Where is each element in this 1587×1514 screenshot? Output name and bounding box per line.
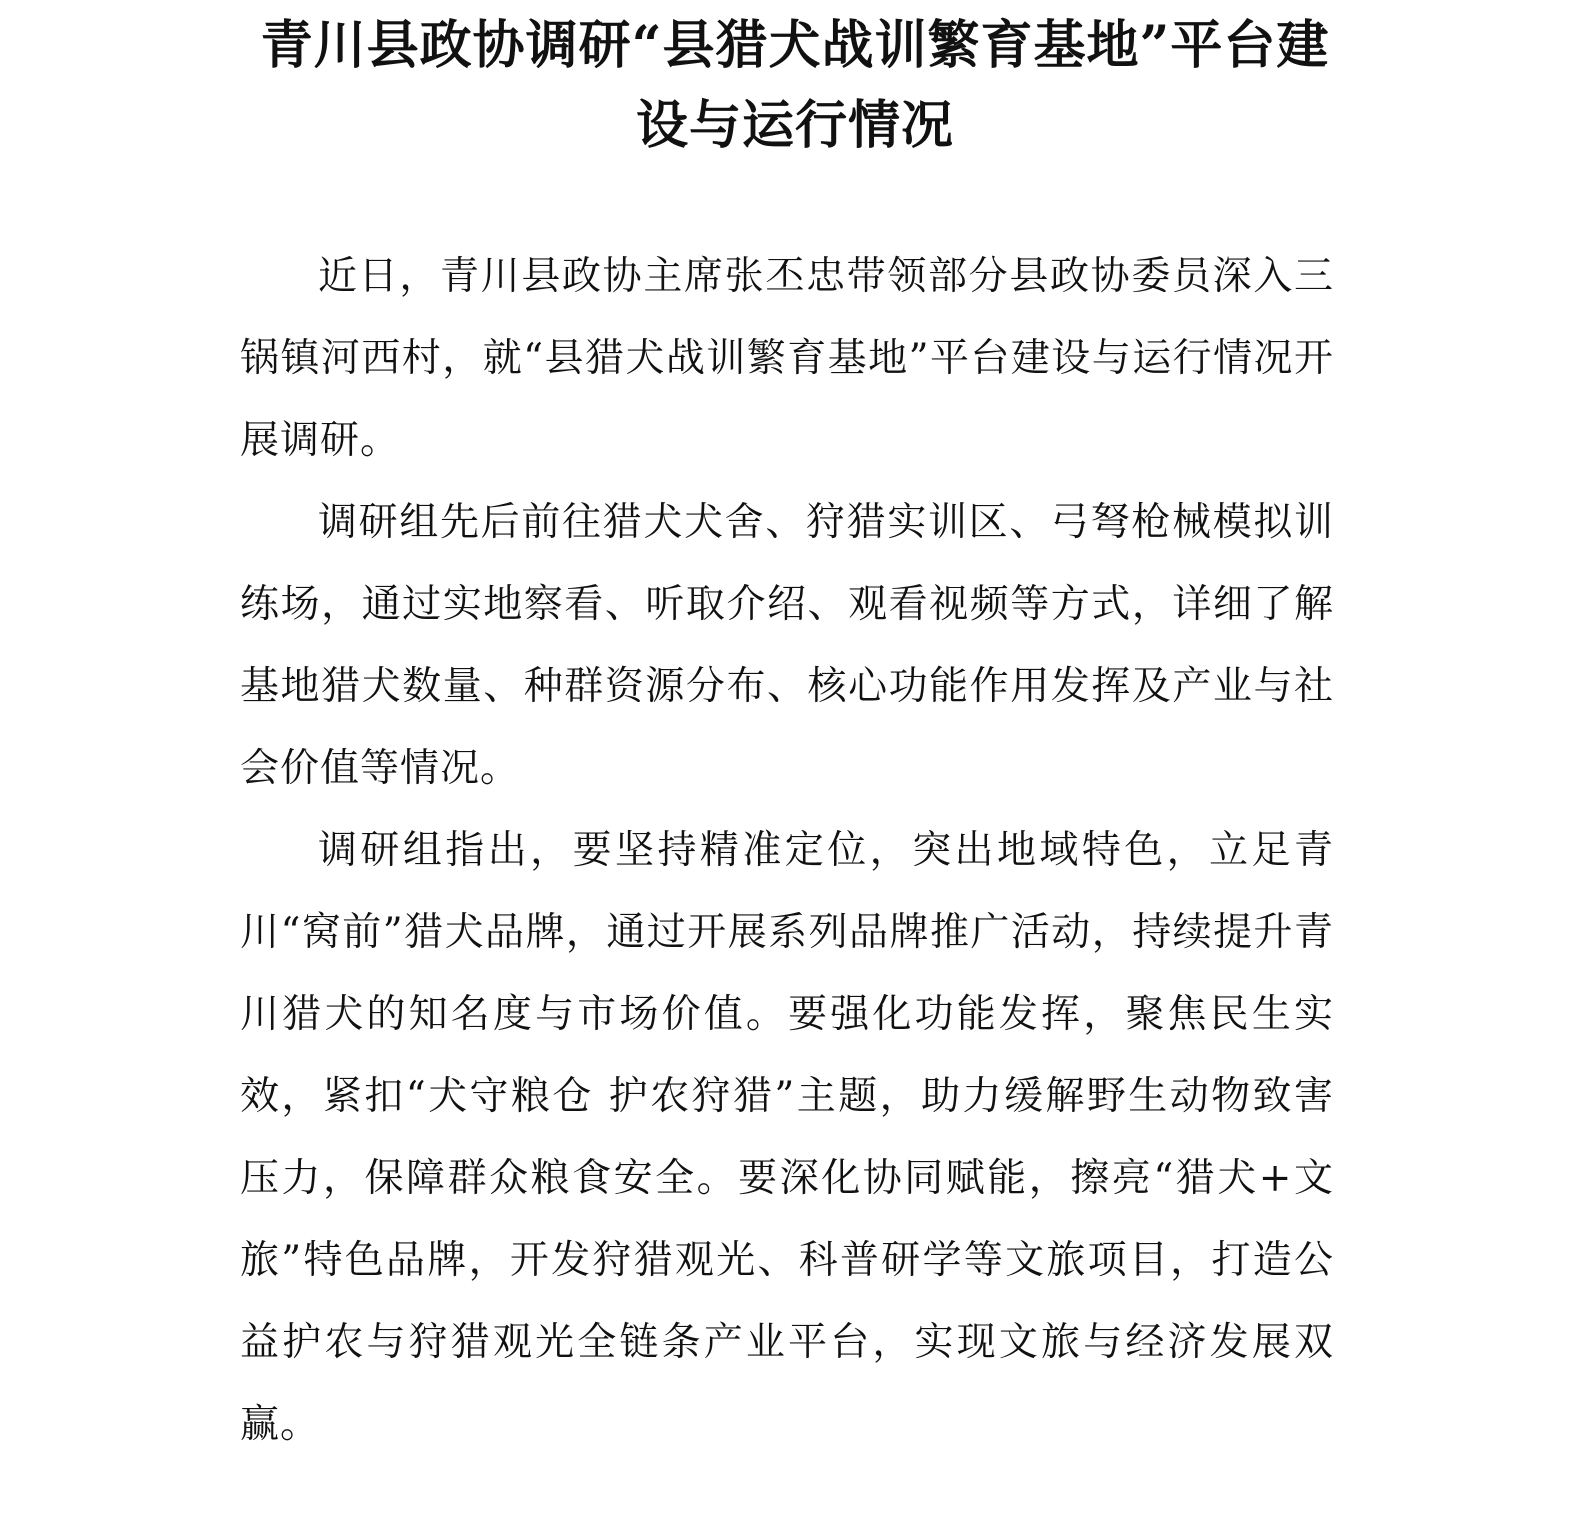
paragraph-2: 调研组先后前往猎犬犬舍、狩猎实训区、弓弩枪械模拟训练场，通过实地察看、听取介绍、观看视频等方式，详细了解基地猎犬数量、种群资源分布、核心功能作用发挥及产业与社会价值等情况。 (240, 500, 1334, 791)
article-title: 青川县政协调研“县猎犬战训繁育基地”平台建设与运行情况 (260, 15, 1330, 156)
article-body (240, 236, 1334, 1466)
paragraph-3: 调研组指出，要坚持精准定位，突出地域特色，立足青川“窝前”猎犬品牌，通过开展系列品牌推广活动，持续提升青川猎犬的知名度与市场价值。要强化功能发挥，聚焦民生实效，紧扣“犬守粮仓 护农狩猎”主题，助力缓解野生动物致害压力，保障群众粮食安全。要深化协同赋能，擦亮“猎犬+文旅”特色品牌，开发狩猎观光、科普研学等文旅项目，打造公益护农与狩猎观光全链条产业平台，实现文旅与经济发展双赢。 (240, 828, 1334, 1447)
paragraph-1: 近日，青川县政协主席张丕忠带领部分县政协委员深入三锅镇河西村，就“县猎犬战训繁育基地”平台建设与运行情况开展调研。 (240, 254, 1334, 463)
